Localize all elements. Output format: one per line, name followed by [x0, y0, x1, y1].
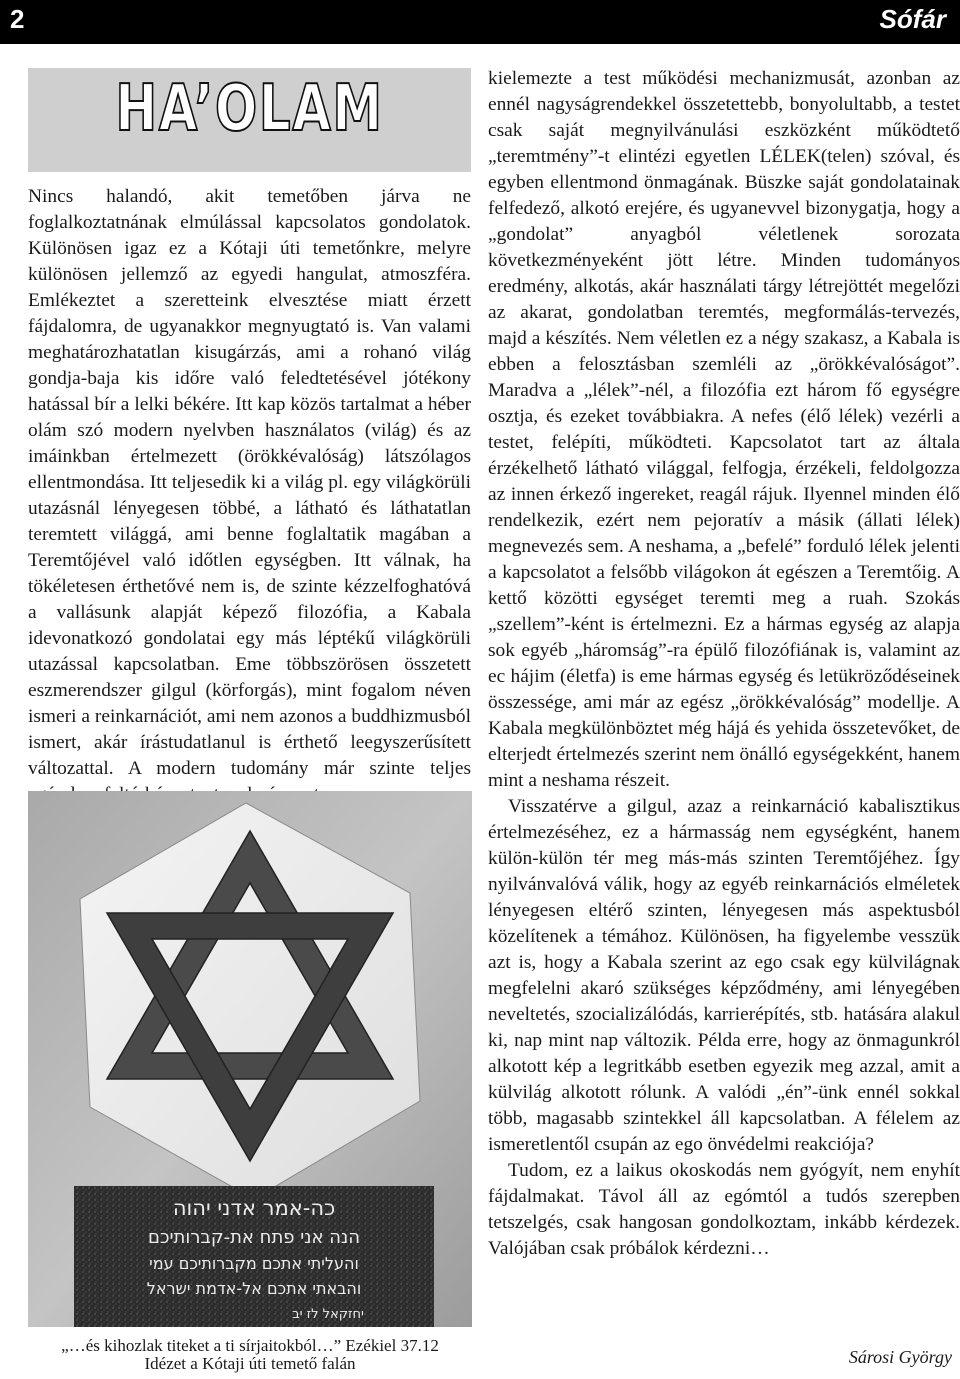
right-column [488, 66, 960, 1262]
paragraph: kielemezte a test működési mechanizmusát, azonban az ennél nagyságrendekkel összetettebb, bonyolultabb, a testet csak saját megnyilvánulási eszközként működtető „teremtmény”-t elintézi egyetlen LÉLEK(telen) szóval, és egyben ellentmond önmagának. Büszke saját gondolatainak felfedező, alkotó erejére, és ugyanevvel bizonygatja, hogy a „gondolat” anyagból véletlenek sorozata következményeként jött létre. Minden tudományos eredmény, alkotás, akár használati tárgy létrejöttét megelőzi az akarat, gondolatban teremtés, megformálás-tervezés, majd a készítés. Nem véletlen ez a négy szakasz, a Kabala is ebben a felosztásban szemléli az „örökkévalóságot”. Maradva a „lélek”-nél, a filozófia ezt három fő egységre osztja, és ezeket továbbiakra. A nefes (élő lélek) vezérli a testet, felépíti, működteti. Kapcsolatot tart az általa érzékelhető látható világgal, felfogja, érzékeli, feldolgozza az innen érkező ingereket, reagál rájuk. Ilyennel minden élő rendelkezik, ezért nem pejoratív a másik (állati lélek) megnevezés sem. A neshama, a „befelé” forduló lélek jelenti a kapcsolatot a felsőbb világokon át egészen a Teremtőig. A kettő közötti egységet teremti meg a ruah. Szokás „szellem”-ként is értelmezni. Ez a hármas egység az alapja sok egyéb „háromság”-ra épülő filozófiának is, valamint az ec hájim (életfa) is eme hármas egység és letükröződéseinek összessége, ami már az egész „örökkévalóság” modellje. A Kabala megkülönböztet még hájá és yehida összetevőket, de elterjedt értelmezés szerint nem önálló egységekként, hanem mint a neshama részeit. [488, 68, 960, 791]
page-header [0, 0, 960, 44]
photo-caption [28, 1337, 472, 1373]
plaque-line: והעליתי אתכם מקברותיכם עמי [149, 1254, 359, 1273]
plaque-line: והבאתי אתכם אל-אדמת ישראל [146, 1279, 362, 1298]
plaque-line: יחזקאל לז יב [292, 1307, 364, 1322]
page-number: 2 [10, 4, 25, 34]
star-of-david-photo [28, 791, 472, 1327]
left-column-text: Nincs halandó, akit temetőben járva ne foglalkoztatnának elmúlással kapcsolatos gondolatok. Különösen igaz ez a Kótaji úti temetőnkre, melyre különösen jellemző az egyedi hangulat, atmoszféra. Emlékeztet a szeretteink elvesztése miatt érzett fájdalomra, de ugyanakkor megnyugtató is. Van valami meghatározhatatlan kisugárzás, ami a rohanó világ gondja-baja kis időre való feledtetésével jótékony hatással bír a lelki békére. Itt kap közös tartalmat a héber olám szó modern nyelvben használatos (világ) és az imáinkban értelmezett (örökkévalóság) látszólagos ellentmondása. Itt teljesedik ki a világ pl. egy világkörüli utazásnál lényegesen többé, a látható és láthatatlan teremtett világgá, ami benne foglaltatik magában a Teremtőjével való időtlen egységben. Itt válnak, ha tökéletesen érthetővé nem is, de szinte kézzelfoghatóvá a vallásunk alapját képező filozófia, a Kabala idevonatkozó gondolatai egy más léptékű világkörüli utazással kapcsolatban. Eme többszörösen összetett eszmerendszer gilgul (körforgás), mint fogalom néven ismeri a reinkarnációt, ami nem azonos a buddhizmusból ismert, akár írástudatlanul is érthető leegyszerűsített változattal. A modern tudomány már szinte teljes [28, 186, 471, 779]
title-box [28, 68, 471, 172]
publication-name: Sófár [879, 4, 946, 34]
plaque-line: הנה אני פתח את-קברותיכם [148, 1227, 360, 1248]
author-name: Sárosi György [848, 1347, 952, 1367]
caption-source: Idézet a Kótaji úti temető falán [144, 1354, 356, 1373]
paragraph: Visszatérve a gilgul, azaz a reinkarnáció kabalisztikus értelmezéséhez, ez a hármasság nem egységként, hanem külön-külön tér meg más-más szinten Teremtőjéhez. Így nyilvánvalóvá válik, hogy az egyéb reinkarnációs elméletek lényegesen eltérő szinten, lényegesen más aspektusból közelítenek a témához. Különösen, ha figyelembe vesszük azt is, hogy a Kabala szerint az ego csak egy külvilágnak megfelelni akaró szükséges képződmény, ami lényegében neveltetés, szocializálódás, karrierépítés, stb. hatására alakul ki, nap mint nap változik. Példa erre, hogy az önmagunkról alkotott kép a legritkább esetben egyezik meg azzal, amit a külvilág alkotott rólunk. A valódi „én”-ünk ennél sokkal több, magasabb szintekkel áll kapcsolatban. A félelem az ismeretlentől csupán az ego önvédelmi reakciója? [488, 796, 960, 1155]
caption-quote: „…és kihozlak titeket a ti sírjaitokból…” Ezékiel 37.12 [61, 1336, 439, 1355]
article-title: HA’OLAM [115, 72, 384, 146]
paragraph: Tudom, ez a laikus okoskodás nem gyógyít, nem enyhít fájdalmakat. Távol áll az egómtól a tudós szerepben tetszelgés, csak hangosan gondolkoztam, inkább kérdezek. Valójában csak próbálok kérdezni… [488, 1160, 960, 1259]
left-column [28, 184, 471, 808]
plaque-line: כה-אמר אדני יהוה [172, 1196, 336, 1220]
